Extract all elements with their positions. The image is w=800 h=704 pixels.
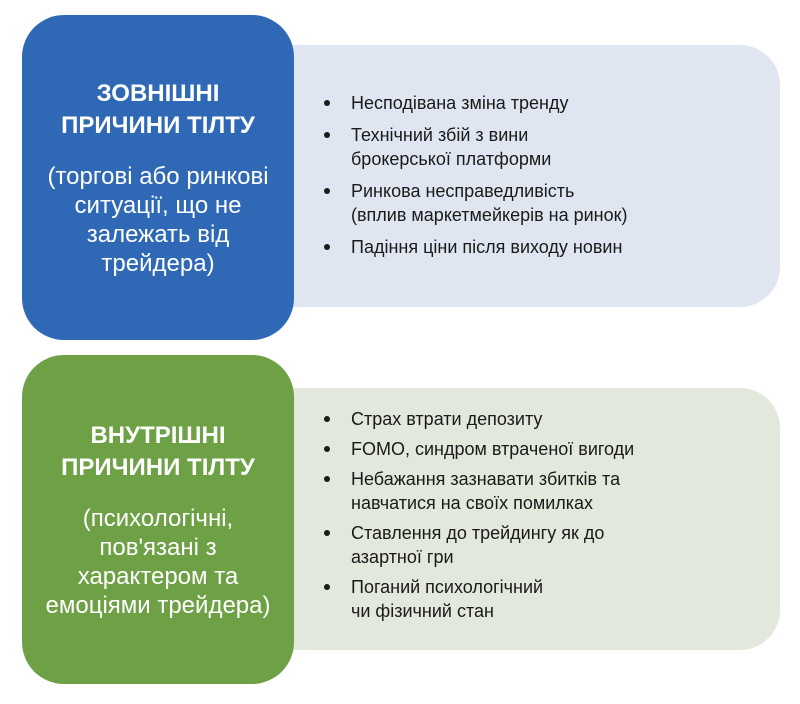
external-causes-title: ЗОВНІШНІ ПРИЧИНИ ТІЛТУ bbox=[61, 79, 255, 139]
external-causes-card bbox=[22, 15, 294, 340]
list-item: Падіння ціни після виходу новин bbox=[324, 235, 628, 259]
list-item: Ринкова несправедливість (вплив маркетмейкерів на ринок) bbox=[324, 179, 628, 227]
list-item: Ставлення до трейдингу як до азартної гри bbox=[324, 521, 634, 569]
internal-causes-group bbox=[0, 355, 800, 685]
internal-causes-list bbox=[324, 407, 634, 629]
list-item: Небажання зазнавати збитків та навчатися на своїх помилках bbox=[324, 467, 634, 515]
list-item: Поганий психологічний чи фізичний стан bbox=[324, 575, 634, 623]
internal-causes-subtitle: (психологічні, пов'язані з характером та емоціями трейдера) bbox=[45, 504, 271, 619]
external-causes-subtitle: (торгові або ринкові ситуації, що не залежать від трейдера) bbox=[47, 162, 269, 277]
external-causes-list bbox=[324, 91, 628, 267]
internal-causes-title: ВНУТРІШНІ ПРИЧИНИ ТІЛТУ bbox=[61, 421, 255, 481]
external-causes-group bbox=[0, 0, 800, 340]
list-item: Страх втрати депозиту bbox=[324, 407, 634, 431]
list-item: FOMO, синдром втраченої вигоди bbox=[324, 437, 634, 461]
list-item: Несподівана зміна тренду bbox=[324, 91, 628, 115]
list-item: Технічний збій з вини брокерської платформи bbox=[324, 123, 628, 171]
internal-causes-card bbox=[22, 355, 294, 684]
